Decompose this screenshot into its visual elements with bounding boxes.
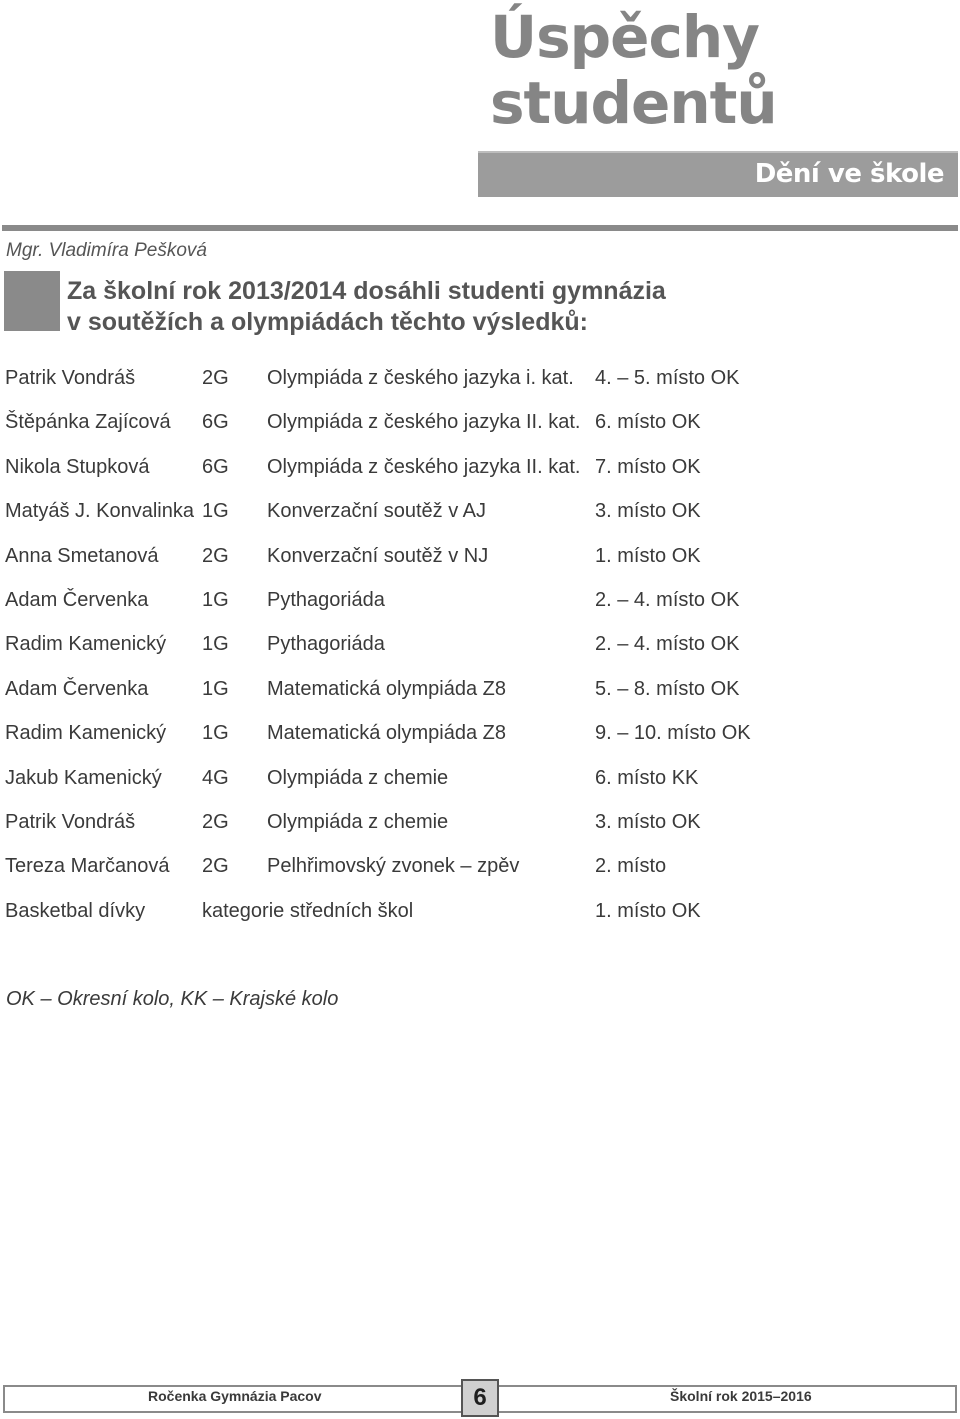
- abbreviation-legend: OK – Okresní kolo, KK – Krajské kolo: [6, 988, 339, 1010]
- result-name: Adam Červenka: [5, 677, 149, 700]
- result-row: [5, 452, 945, 496]
- result-competition: Matematická olympiáda Z8: [267, 722, 506, 745]
- result-class: 6G: [202, 455, 229, 478]
- result-row: [5, 851, 945, 895]
- result-place: 3. místo OK: [595, 500, 701, 523]
- article-heading: [67, 276, 666, 338]
- result-class: 2G: [202, 544, 229, 567]
- article-heading-line1: Za školní rok 2013/2014 dosáhli studenti gymnázia: [67, 277, 666, 305]
- result-row: [5, 718, 945, 762]
- header-divider: [2, 225, 958, 231]
- result-competition: Matematická olympiáda Z8: [267, 677, 506, 700]
- result-row: [5, 541, 945, 585]
- result-place: 9. – 10. místo OK: [595, 722, 751, 745]
- article-author: Mgr. Vladimíra Pešková: [6, 240, 207, 261]
- result-class: 1G: [202, 500, 229, 523]
- result-place: 4. – 5. místo OK: [595, 367, 740, 389]
- result-competition: Olympiáda z chemie: [267, 810, 449, 833]
- section-banner: [478, 151, 958, 197]
- article-heading-line2: v soutěžích a olympiádách těchto výsledků:: [67, 308, 588, 336]
- result-name: Anna Smetanová: [5, 544, 159, 567]
- result-competition: Olympiáda z českého jazyka II. kat.: [267, 455, 581, 478]
- result-competition: Konverzační soutěž v NJ: [267, 544, 489, 567]
- result-name: Štěpánka Zajícová: [5, 411, 171, 434]
- result-row: [5, 629, 945, 673]
- result-name: Jakub Kamenický: [5, 766, 162, 789]
- result-place: 6. místo OK: [595, 411, 701, 434]
- page-title-line2: studentů: [490, 69, 777, 137]
- result-place: 1. místo OK: [595, 544, 701, 567]
- result-class: 1G: [202, 722, 229, 745]
- result-class: 1G: [202, 677, 229, 700]
- result-place: 1. místo OK: [595, 899, 701, 922]
- result-row: [5, 674, 945, 718]
- result-place: 2. – 4. místo OK: [595, 633, 740, 656]
- result-class: 6G: [202, 411, 229, 434]
- result-class: 1G: [202, 588, 229, 611]
- result-name: Radim Kamenický: [5, 633, 167, 656]
- result-competition: Pelhřimovský zvonek – zpěv: [267, 855, 520, 878]
- section-label: Dění ve škole: [754, 159, 944, 189]
- result-class: 2G: [202, 855, 229, 878]
- footer-publication: Ročenka Gymnázia Pacov: [148, 1388, 322, 1404]
- footer-school-year: Školní rok 2015–2016: [670, 1388, 812, 1404]
- result-place: 7. místo OK: [595, 455, 701, 478]
- heading-marker: [4, 271, 60, 331]
- result-row: [5, 363, 945, 407]
- result-place: 6. místo KK: [595, 766, 699, 789]
- result-row: [5, 407, 945, 451]
- result-name: Patrik Vondráš: [5, 367, 136, 389]
- result-competition: Olympiáda z českého jazyka II. kat.: [267, 411, 581, 434]
- result-competition: kategorie středních škol: [202, 899, 414, 922]
- results-list: [5, 363, 945, 940]
- result-row: [5, 896, 945, 940]
- result-place: 2. místo: [595, 855, 667, 878]
- page-title-line1: Úspěchy: [490, 3, 759, 71]
- result-name: Tereza Marčanová: [5, 855, 170, 878]
- result-place: 2. – 4. místo OK: [595, 588, 740, 611]
- result-class: 2G: [202, 810, 229, 833]
- result-competition: Konverzační soutěž v AJ: [267, 500, 487, 523]
- result-row: [5, 585, 945, 629]
- result-name: Nikola Stupková: [5, 455, 150, 478]
- result-name: Radim Kamenický: [5, 722, 167, 745]
- result-competition: Olympiáda z chemie: [267, 766, 449, 789]
- result-competition: Pythagoriáda: [267, 633, 385, 656]
- result-row: [5, 496, 945, 540]
- page-number: 6: [461, 1379, 499, 1417]
- result-competition: Olympiáda z českého jazyka i. kat.: [267, 367, 574, 389]
- result-name: Adam Červenka: [5, 588, 149, 611]
- result-row: [5, 763, 945, 807]
- result-row: [5, 807, 945, 851]
- result-competition: Pythagoriáda: [267, 588, 385, 611]
- result-name: Basketbal dívky: [5, 899, 146, 922]
- result-place: 5. – 8. místo OK: [595, 677, 740, 700]
- result-class: 2G: [202, 367, 229, 389]
- result-class: 1G: [202, 633, 229, 656]
- result-name: Matyáš J. Konvalinka: [5, 500, 194, 523]
- page-title: [490, 4, 777, 136]
- result-place: 3. místo OK: [595, 810, 701, 833]
- result-name: Patrik Vondráš: [5, 810, 136, 833]
- result-class: 4G: [202, 766, 229, 789]
